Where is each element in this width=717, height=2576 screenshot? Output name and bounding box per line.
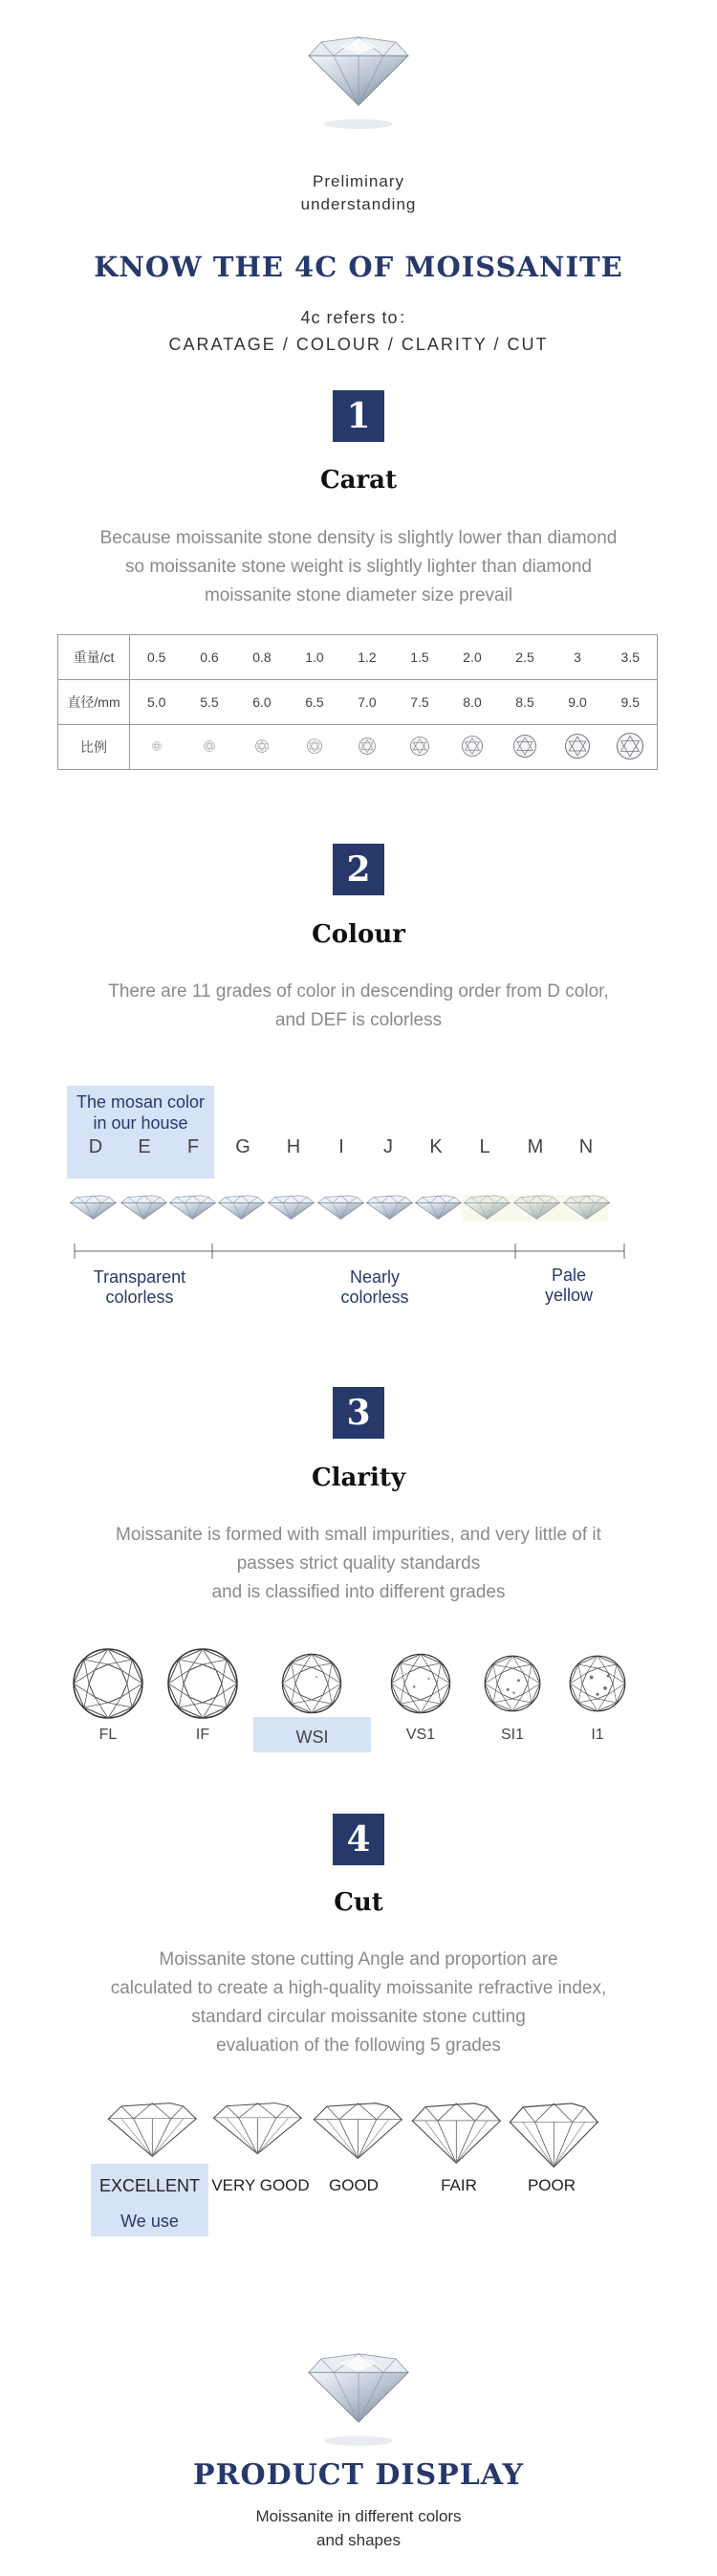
clarity-label-vs1: VS1 (405, 1727, 436, 1743)
scale-cell (130, 725, 184, 770)
clarity-label-fl: FL (98, 1727, 118, 1743)
diameter-cell: 5.5 (183, 680, 235, 725)
gem-scale-icon (142, 732, 171, 760)
clarity-label-if: IF (195, 1727, 210, 1743)
product-display-title: PRODUCT DISPLAY (192, 2458, 524, 2492)
group-nearly-colorless (308, 1267, 442, 1308)
clarity-label-wsi: WSI (295, 1728, 329, 1747)
scale-cell (499, 725, 552, 770)
gem-scale-icon (248, 732, 276, 760)
colour-desc-line: There are 11 grades of color in descending order from D color, (108, 981, 609, 1002)
weight-cell: 3.5 (604, 635, 658, 680)
house-label-line: in our house (93, 1113, 188, 1133)
grade-l: L (479, 1136, 490, 1157)
colour-gem-row (67, 1191, 631, 1229)
carat-desc-line: so moissanite stone weight is slightly lighter than diamond (125, 557, 592, 577)
grade-m: M (527, 1136, 544, 1157)
diameter-cell: 7.0 (340, 680, 393, 725)
gem-scale-icon (616, 732, 644, 760)
gem-scale-icon (195, 732, 224, 760)
gem-scale-icon (458, 732, 487, 760)
cut-label-very-good: VERY GOOD (211, 2176, 310, 2194)
display-sub-line: Moissanite in different colors (255, 2507, 462, 2525)
colour-desc-line: and DEF is colorless (274, 1010, 443, 1030)
clarity-gem-wsi (282, 1654, 340, 1712)
diameter-cell: 9.5 (604, 680, 658, 725)
colour-gem (219, 1196, 265, 1220)
cut-description (0, 1946, 717, 2060)
colour-title: Colour (312, 920, 405, 949)
clarity-title: Clarity (311, 1464, 406, 1492)
colour-group-bracket (67, 1242, 641, 1261)
cut-desc-line: calculated to create a high-quality moissanite refractive index, (110, 1978, 607, 1998)
carat-title: Carat (319, 466, 398, 495)
cut-desc-line: Moissanite stone cutting Angle and proportion are (159, 1949, 558, 1970)
carat-desc-line: moissanite stone diameter size prevail (204, 585, 513, 605)
diameter-cell: 8.5 (499, 680, 552, 725)
clarity-gem-if (168, 1649, 237, 1718)
weight-row (58, 635, 658, 680)
group-label-line: colorless (340, 1288, 409, 1307)
grade-g: G (235, 1136, 250, 1157)
intro-line-2: understanding (300, 195, 417, 213)
colour-description (0, 978, 717, 1035)
group-label-line: Transparent (93, 1267, 186, 1287)
cut-label-poor: POOR (527, 2176, 576, 2194)
colour-gem (121, 1196, 167, 1220)
colour-gem (170, 1196, 216, 1220)
display-sub-line: and shapes (316, 2531, 401, 2549)
cut-desc-line: evaluation of the following 5 grades (216, 2036, 501, 2056)
group-pale-yellow (516, 1266, 621, 1306)
diameter-cell: 9.0 (552, 680, 604, 725)
carat-desc-line: Because moissanite stone density is slightly lower than diamond (99, 528, 618, 548)
four-c-list: CARATAGE / COLOUR / CLARITY / CUT (168, 335, 549, 354)
scale-cell (604, 725, 658, 770)
gem-scale-icon (300, 732, 329, 760)
intro-line-1: Preliminary (312, 172, 405, 190)
diameter-cell: 8.0 (446, 680, 499, 725)
clarity-label-si1: SI1 (500, 1727, 524, 1743)
weight-cell: 2.5 (499, 635, 552, 680)
grade-f: F (186, 1136, 200, 1157)
cut-label-excellent: EXCELLENT (98, 2176, 201, 2195)
colour-gem (269, 1196, 315, 1220)
weight-cell: 0.5 (130, 635, 184, 680)
clarity-gem-vs1 (391, 1654, 449, 1712)
carat-table (57, 634, 658, 770)
scale-cell (340, 725, 393, 770)
weight-cell: 0.8 (235, 635, 288, 680)
group-label-line: yellow (544, 1286, 594, 1305)
grade-i: I (338, 1136, 344, 1157)
scale-cell (446, 725, 499, 770)
weight-cell: 2.0 (446, 635, 499, 680)
weight-cell: 3 (552, 635, 604, 680)
clarity-gem-si1 (485, 1656, 540, 1711)
cut-desc-line: standard circular moissanite stone cutting (191, 2007, 526, 2027)
colour-gem (416, 1196, 462, 1220)
grade-n: N (578, 1136, 594, 1157)
scale-cell (288, 725, 340, 770)
clarity-desc-line: and is classified into different grades (211, 1582, 506, 1602)
group-label-line: colorless (105, 1288, 174, 1307)
cut-label-good: GOOD (329, 2176, 379, 2194)
section-number-2: 2 (333, 844, 384, 895)
diamond-hero-image (296, 29, 421, 139)
we-use-label: We use (120, 2212, 179, 2231)
page-title: KNOW THE 4C OF MOISSANITE (94, 251, 623, 283)
scale-cell (235, 725, 288, 770)
diameter-cell: 7.5 (393, 680, 445, 725)
scale-cell (393, 725, 445, 770)
colour-gem (318, 1196, 364, 1220)
colour-gem (71, 1196, 117, 1220)
diameter-label: 直径/mm (58, 680, 130, 725)
weight-cell: 1.0 (288, 635, 340, 680)
clarity-label-i1: I1 (591, 1727, 604, 1743)
grade-h: H (286, 1136, 301, 1157)
diameter-cell: 6.5 (288, 680, 340, 725)
carat-description (0, 524, 717, 610)
section-number-3: 3 (333, 1387, 384, 1439)
clarity-gem-fl (74, 1649, 142, 1718)
scale-cell (552, 725, 604, 770)
scale-cell (183, 725, 235, 770)
grade-e: E (138, 1136, 151, 1157)
cut-gem-poor (510, 2103, 598, 2168)
cut-title: Cut (334, 1888, 383, 1917)
intro-subtitle (0, 170, 717, 216)
clarity-gem-row (57, 1640, 650, 1727)
scale-row (58, 725, 658, 770)
diameter-cell: 6.0 (235, 680, 288, 725)
cut-gem-row (96, 2100, 612, 2171)
cut-label-fair: FAIR (441, 2176, 477, 2194)
weight-label: 重量/ct (58, 635, 130, 680)
cut-gem-excellent (108, 2103, 196, 2157)
grade-d: D (88, 1136, 103, 1157)
gem-scale-icon (563, 732, 592, 760)
clarity-desc-line: Moissanite is formed with small impurities, and very little of it (116, 1525, 601, 1545)
diameter-row (58, 680, 658, 725)
refers-text: 4c refers to： (300, 308, 417, 327)
weight-cell: 0.6 (183, 635, 235, 680)
clarity-description (0, 1521, 717, 1607)
grade-j: J (383, 1136, 393, 1157)
product-display-subtitle (0, 2504, 717, 2552)
section-number-1: 1 (333, 390, 384, 442)
gem-scale-icon (405, 732, 434, 760)
diamond-display-image (296, 2345, 421, 2455)
section-number-4: 4 (333, 1814, 384, 1865)
cut-gem-fair (412, 2103, 500, 2164)
scale-label: 比例 (58, 725, 130, 770)
group-label-line: Pale (551, 1266, 587, 1285)
clarity-gem-i1 (570, 1656, 625, 1711)
grade-k: K (429, 1136, 443, 1157)
group-transparent-colorless (67, 1267, 212, 1308)
cut-gem-good (314, 2103, 402, 2159)
gem-scale-icon (353, 732, 381, 760)
colour-gem (367, 1196, 413, 1220)
weight-cell: 1.2 (340, 635, 393, 680)
house-label-line: The mosan color (76, 1092, 206, 1112)
weight-cell: 1.5 (393, 635, 445, 680)
gem-scale-icon (511, 732, 539, 760)
group-label-line: Nearly (349, 1267, 400, 1287)
diameter-cell: 5.0 (130, 680, 184, 725)
cut-gem-very-good (213, 2103, 301, 2154)
clarity-desc-line: passes strict quality standards (236, 1553, 481, 1574)
house-color-label (67, 1091, 214, 1134)
